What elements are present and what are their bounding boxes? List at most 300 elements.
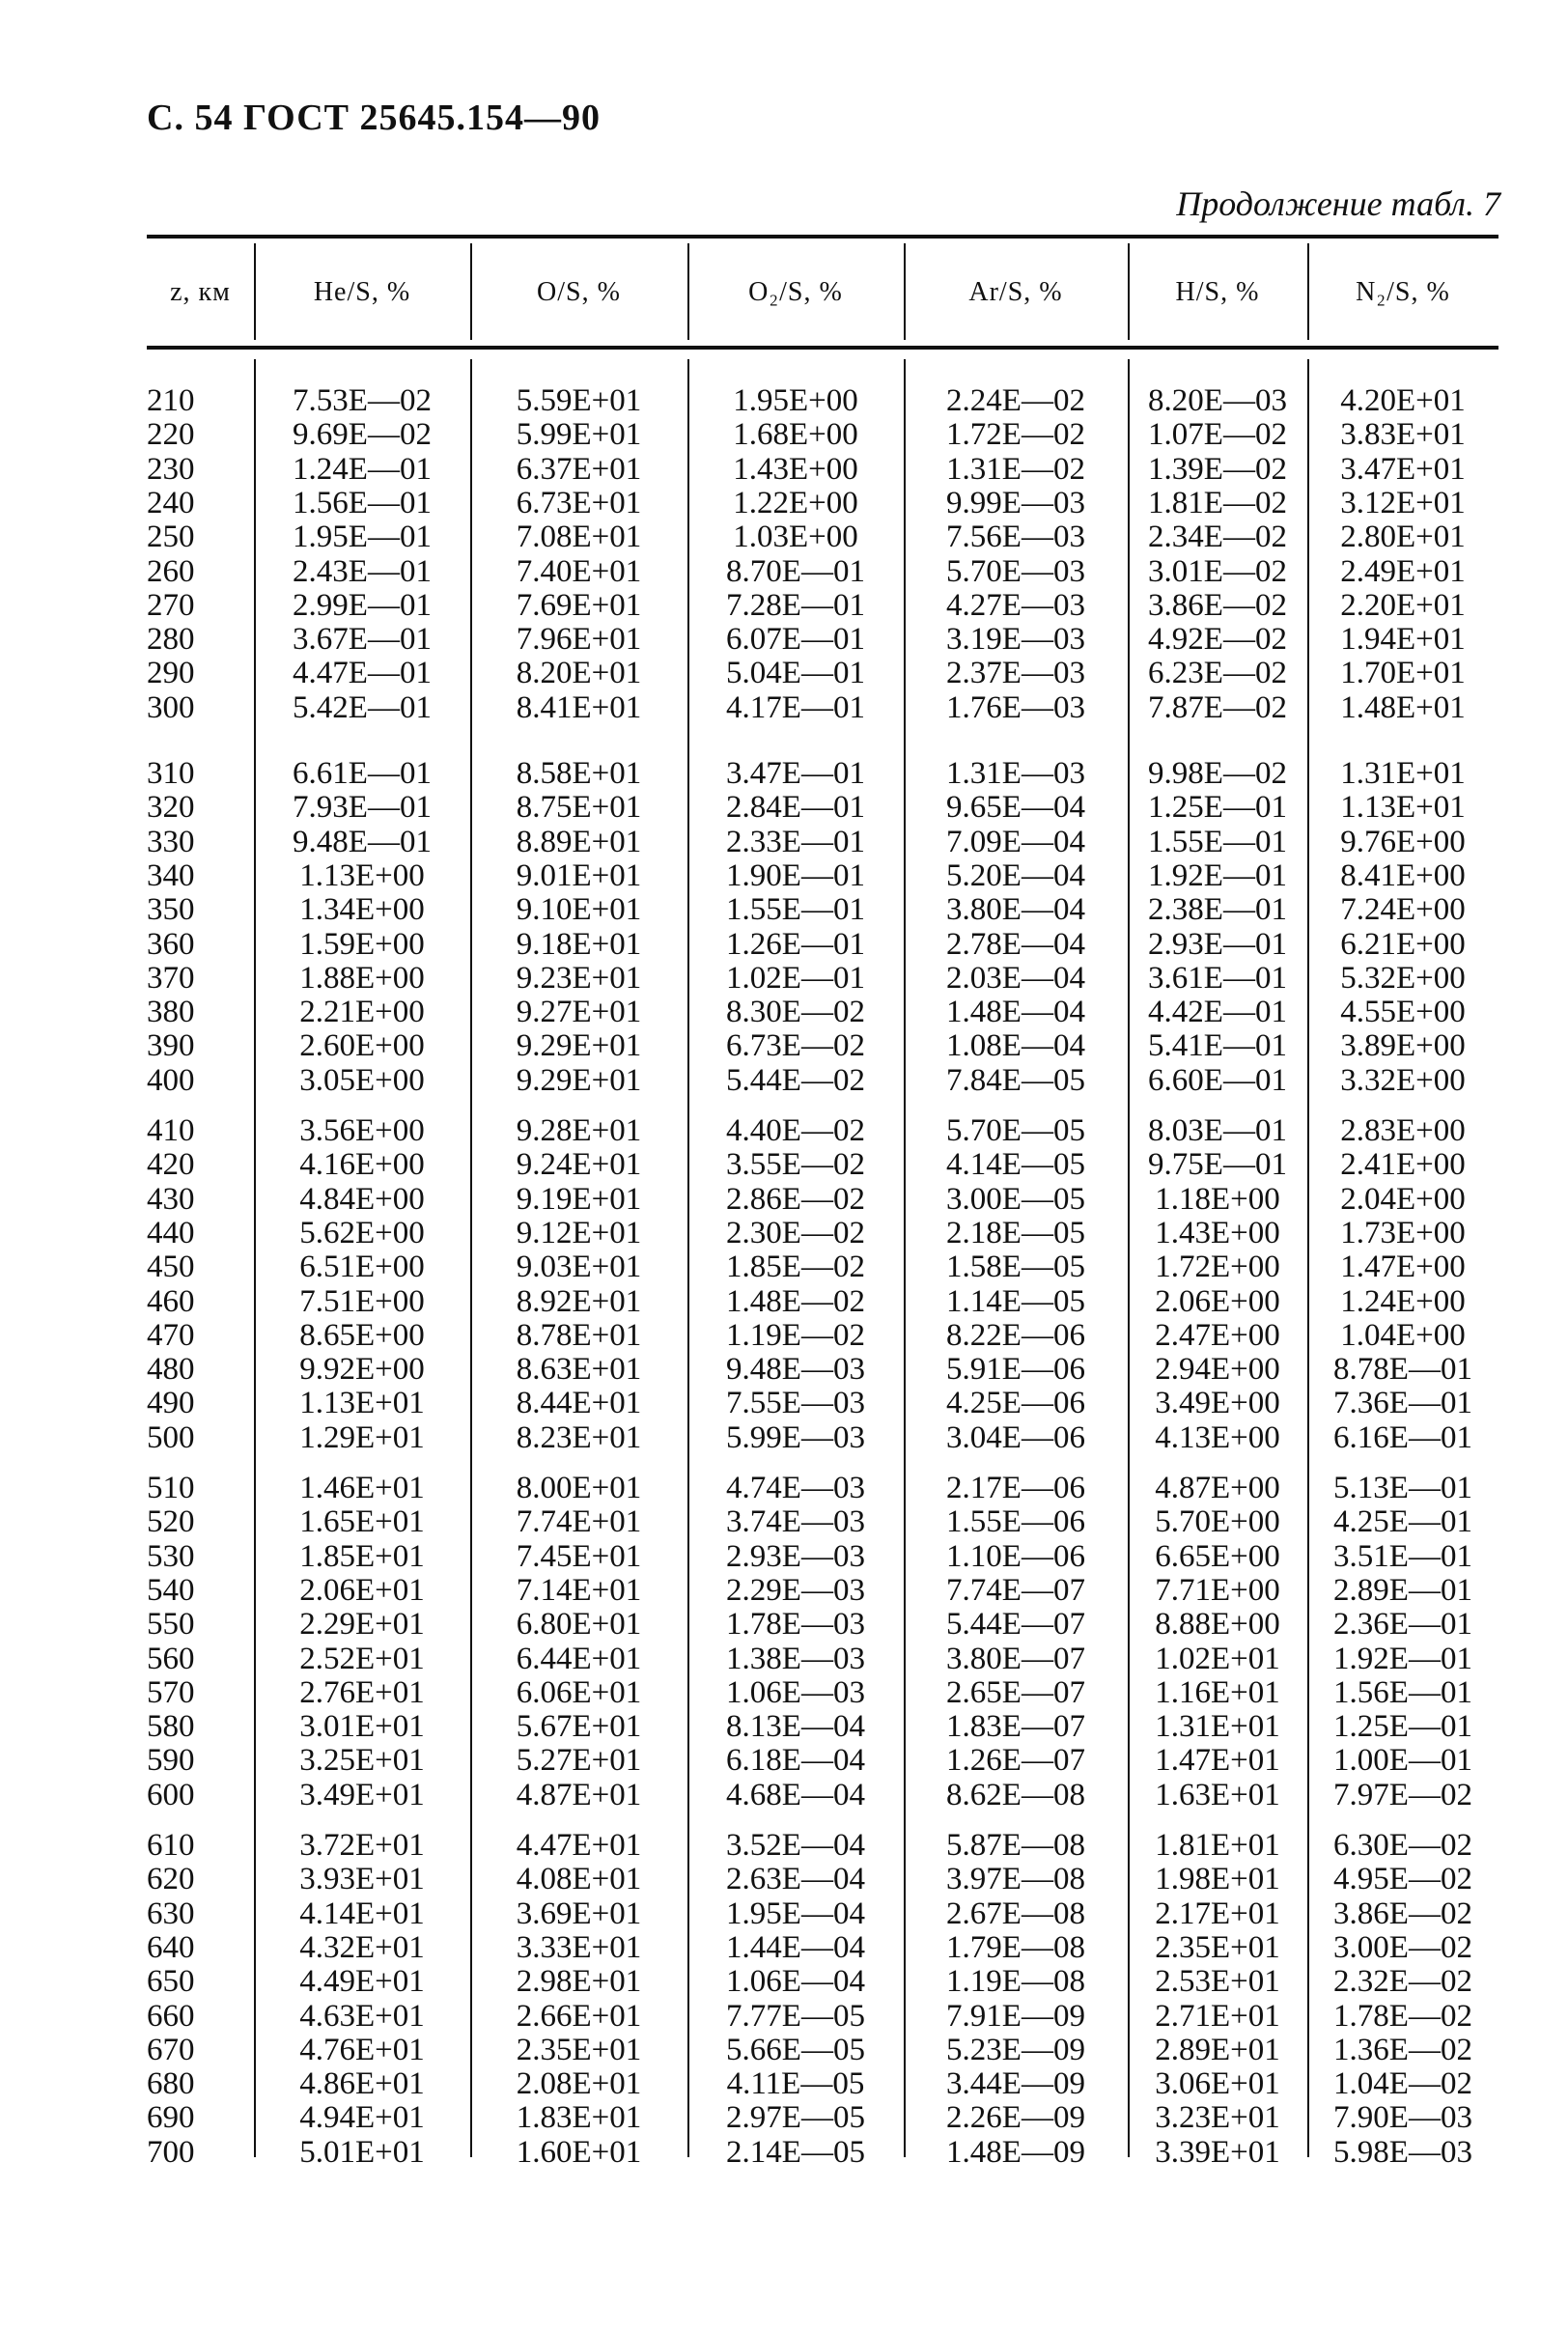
cell-altitude: 470 xyxy=(147,1317,195,1353)
cell-h: 1.92E—01 xyxy=(1148,857,1287,893)
cell-h: 2.35E+01 xyxy=(1155,1929,1280,1965)
cell-ar: 1.76E—03 xyxy=(946,689,1085,725)
cell-he: 8.65E+00 xyxy=(299,1317,425,1353)
table-row xyxy=(0,1675,1568,1710)
cell-altitude: 540 xyxy=(147,1572,195,1608)
cell-o: 8.58E+01 xyxy=(516,756,642,791)
cell-ar: 2.17E—06 xyxy=(946,1471,1085,1505)
table-row xyxy=(0,656,1568,690)
cell-altitude: 510 xyxy=(147,1471,195,1505)
cell-n2: 7.24E+00 xyxy=(1340,892,1466,928)
cell-o: 9.27E+01 xyxy=(516,995,642,1030)
cell-altitude: 260 xyxy=(147,553,195,589)
cell-n2: 3.83E+01 xyxy=(1340,417,1466,453)
cell-he: 4.63E+01 xyxy=(299,1998,425,2034)
table-row xyxy=(0,1471,1568,1505)
cell-h: 8.20E—03 xyxy=(1148,383,1287,418)
cell-o: 8.63E+01 xyxy=(516,1352,642,1388)
cell-o2: 1.03E+00 xyxy=(733,520,858,555)
cell-n2: 1.70E+01 xyxy=(1340,656,1466,691)
cell-o2: 7.55E—03 xyxy=(726,1386,865,1421)
cell-he: 4.49E+01 xyxy=(299,1964,425,2000)
cell-o: 7.74E+01 xyxy=(516,1504,642,1540)
cell-o: 9.29E+01 xyxy=(516,1028,642,1064)
cell-ar: 3.44E—09 xyxy=(946,2066,1085,2102)
cell-o: 7.69E+01 xyxy=(516,587,642,623)
table-row xyxy=(0,790,1568,825)
cell-h: 4.13E+00 xyxy=(1155,1419,1280,1455)
cell-h: 1.47E+01 xyxy=(1155,1743,1280,1779)
cell-n2: 2.89E—01 xyxy=(1333,1572,1472,1608)
cell-o2: 1.38E—03 xyxy=(726,1641,865,1676)
cell-o: 6.44E+01 xyxy=(516,1641,642,1676)
cell-he: 2.21E+00 xyxy=(299,995,425,1030)
cell-altitude: 520 xyxy=(147,1504,195,1540)
cell-o: 2.35E+01 xyxy=(516,2032,642,2067)
cell-h: 4.42E—01 xyxy=(1148,995,1287,1030)
cell-altitude: 250 xyxy=(147,520,195,555)
cell-h: 6.65E+00 xyxy=(1155,1538,1280,1574)
cell-he: 3.05E+00 xyxy=(299,1062,425,1098)
cell-n2: 3.00E—02 xyxy=(1333,1929,1472,1965)
cell-ar: 1.72E—02 xyxy=(946,417,1085,453)
table-row xyxy=(0,1862,1568,1896)
table-row xyxy=(0,1896,1568,1931)
cell-h: 1.98E+01 xyxy=(1155,1862,1280,1897)
cell-altitude: 410 xyxy=(147,1113,195,1148)
cell-h: 1.02E+01 xyxy=(1155,1641,1280,1676)
cell-n2: 2.32E—02 xyxy=(1333,1964,1472,2000)
column-header-o2: O₂/S, % xyxy=(748,276,843,307)
cell-h: 2.34E—02 xyxy=(1148,520,1287,555)
cell-n2: 6.16E—01 xyxy=(1333,1419,1472,1455)
cell-altitude: 310 xyxy=(147,756,195,791)
cell-o2: 5.04E—01 xyxy=(726,656,865,691)
cell-altitude: 430 xyxy=(147,1181,195,1217)
cell-n2: 1.00E—01 xyxy=(1333,1743,1472,1779)
cell-h: 1.63E+01 xyxy=(1155,1777,1280,1812)
cell-he: 9.69E—02 xyxy=(293,417,432,453)
cell-o2: 1.44E—04 xyxy=(726,1929,865,1965)
table-row xyxy=(0,1930,1568,1965)
cell-h: 5.41E—01 xyxy=(1148,1028,1287,1064)
table-row xyxy=(0,1182,1568,1217)
cell-he: 4.47E—01 xyxy=(293,656,432,691)
cell-n2: 1.92E—01 xyxy=(1333,1641,1472,1676)
cell-o: 5.99E+01 xyxy=(516,417,642,453)
cell-altitude: 370 xyxy=(147,960,195,996)
cell-ar: 1.58E—05 xyxy=(946,1250,1085,1285)
column-header-h: H/S, % xyxy=(1175,276,1260,307)
cell-o: 9.29E+01 xyxy=(516,1062,642,1098)
cell-o2: 4.40E—02 xyxy=(726,1113,865,1148)
cell-ar: 7.09E—04 xyxy=(946,824,1085,859)
cell-ar: 5.20E—04 xyxy=(946,857,1085,893)
cell-he: 5.62E+00 xyxy=(299,1215,425,1250)
table-row xyxy=(0,2033,1568,2067)
cell-he: 1.13E+00 xyxy=(299,857,425,893)
cell-n2: 6.21E+00 xyxy=(1340,926,1466,962)
cell-h: 2.53E+01 xyxy=(1155,1964,1280,2000)
cell-o2: 8.30E—02 xyxy=(726,995,865,1030)
cell-n2: 5.32E+00 xyxy=(1340,960,1466,996)
cell-o2: 1.06E—04 xyxy=(726,1964,865,2000)
cell-o: 2.08E+01 xyxy=(516,2066,642,2102)
cell-ar: 1.08E—04 xyxy=(946,1028,1085,1064)
cell-altitude: 420 xyxy=(147,1147,195,1183)
table-row xyxy=(0,1504,1568,1539)
table-row xyxy=(0,1352,1568,1387)
cell-he: 6.51E+00 xyxy=(299,1250,425,1285)
cell-ar: 8.22E—06 xyxy=(946,1317,1085,1353)
cell-he: 1.34E+00 xyxy=(299,892,425,928)
cell-altitude: 530 xyxy=(147,1538,195,1574)
cell-o2: 1.78E—03 xyxy=(726,1607,865,1643)
column-header-ar: Ar/S, % xyxy=(968,276,1063,307)
cell-ar: 5.87E—08 xyxy=(946,1828,1085,1863)
cell-ar: 5.70E—05 xyxy=(946,1113,1085,1148)
cell-h: 3.61E—01 xyxy=(1148,960,1287,996)
table-row xyxy=(0,1318,1568,1353)
cell-o2: 4.11E—05 xyxy=(726,2066,865,2102)
table-row xyxy=(0,383,1568,418)
cell-he: 1.46E+01 xyxy=(299,1471,425,1505)
cell-he: 9.48E—01 xyxy=(293,824,432,859)
table-continuation-label: Продолжение табл. 7 xyxy=(1176,184,1500,223)
cell-he: 3.25E+01 xyxy=(299,1743,425,1779)
cell-o: 4.47E+01 xyxy=(516,1828,642,1863)
header-column-divider xyxy=(904,243,906,340)
cell-o2: 6.73E—02 xyxy=(726,1028,865,1064)
cell-n2: 7.36E—01 xyxy=(1333,1386,1472,1421)
cell-h: 2.38E—01 xyxy=(1148,892,1287,928)
table-row xyxy=(0,995,1568,1029)
cell-h: 1.31E+01 xyxy=(1155,1709,1280,1745)
cell-o: 9.12E+01 xyxy=(516,1215,642,1250)
column-header-n2: N₂/S, % xyxy=(1356,276,1450,307)
cell-n2: 7.90E—03 xyxy=(1333,2100,1472,2136)
cell-he: 2.29E+01 xyxy=(299,1607,425,1643)
cell-n2: 1.36E—02 xyxy=(1333,2032,1472,2067)
cell-o2: 4.74E—03 xyxy=(726,1471,865,1505)
cell-n2: 1.48E+01 xyxy=(1340,689,1466,725)
cell-altitude: 380 xyxy=(147,995,195,1030)
cell-ar: 1.79E—08 xyxy=(946,1929,1085,1965)
cell-altitude: 650 xyxy=(147,1964,195,2000)
cell-ar: 2.18E—05 xyxy=(946,1215,1085,1250)
cell-n2: 1.94E+01 xyxy=(1340,622,1466,658)
cell-ar: 1.48E—04 xyxy=(946,995,1085,1030)
cell-n2: 1.24E+00 xyxy=(1340,1283,1466,1319)
cell-altitude: 570 xyxy=(147,1674,195,1710)
cell-o2: 5.99E—03 xyxy=(726,1419,865,1455)
cell-o: 9.01E+01 xyxy=(516,857,642,893)
table-row xyxy=(0,892,1568,927)
cell-he: 1.88E+00 xyxy=(299,960,425,996)
cell-o2: 3.52E—04 xyxy=(726,1828,865,1863)
cell-he: 2.52E+01 xyxy=(299,1641,425,1676)
cell-n2: 1.04E+00 xyxy=(1340,1317,1466,1353)
cell-h: 1.16E+01 xyxy=(1155,1674,1280,1710)
cell-he: 1.29E+01 xyxy=(299,1419,425,1455)
cell-o2: 1.95E+00 xyxy=(733,383,858,418)
cell-h: 3.86E—02 xyxy=(1148,587,1287,623)
cell-o2: 7.77E—05 xyxy=(726,1998,865,2034)
table-row xyxy=(0,1028,1568,1063)
cell-ar: 4.27E—03 xyxy=(946,587,1085,623)
cell-n2: 9.76E+00 xyxy=(1340,824,1466,859)
table-row xyxy=(0,2100,1568,2135)
cell-ar: 5.23E—09 xyxy=(946,2032,1085,2067)
cell-n2: 4.25E—01 xyxy=(1333,1504,1472,1540)
cell-n2: 2.04E+00 xyxy=(1340,1181,1466,1217)
cell-o: 9.18E+01 xyxy=(516,926,642,962)
cell-altitude: 450 xyxy=(147,1250,195,1285)
cell-he: 3.93E+01 xyxy=(299,1862,425,1897)
table-row xyxy=(0,1216,1568,1250)
cell-he: 3.49E+01 xyxy=(299,1777,425,1812)
cell-o: 8.78E+01 xyxy=(516,1317,642,1353)
table-row xyxy=(0,1607,1568,1642)
cell-o: 4.87E+01 xyxy=(516,1777,642,1812)
cell-h: 3.49E+00 xyxy=(1155,1386,1280,1421)
cell-n2: 3.86E—02 xyxy=(1333,1896,1472,1931)
cell-altitude: 330 xyxy=(147,824,195,859)
cell-o: 5.67E+01 xyxy=(516,1709,642,1745)
cell-ar: 2.65E—07 xyxy=(946,1674,1085,1710)
cell-altitude: 320 xyxy=(147,790,195,826)
cell-n2: 3.89E+00 xyxy=(1340,1028,1466,1064)
cell-o2: 2.29E—03 xyxy=(726,1572,865,1608)
cell-h: 2.94E+00 xyxy=(1155,1352,1280,1388)
cell-ar: 5.44E—07 xyxy=(946,1607,1085,1643)
cell-he: 7.53E—02 xyxy=(293,383,432,418)
cell-h: 1.18E+00 xyxy=(1155,1181,1280,1217)
cell-ar: 1.14E—05 xyxy=(946,1283,1085,1319)
cell-ar: 1.31E—03 xyxy=(946,756,1085,791)
header-column-divider xyxy=(1307,243,1309,340)
cell-ar: 3.80E—04 xyxy=(946,892,1085,928)
cell-o2: 1.02E—01 xyxy=(726,960,865,996)
table-row xyxy=(0,417,1568,452)
table-row xyxy=(0,756,1568,791)
cell-n2: 2.49E+01 xyxy=(1340,553,1466,589)
table-row xyxy=(0,1573,1568,1608)
cell-o: 8.92E+01 xyxy=(516,1283,642,1319)
cell-n2: 3.51E—01 xyxy=(1333,1538,1472,1574)
cell-altitude: 560 xyxy=(147,1641,195,1676)
cell-o2: 1.68E+00 xyxy=(733,417,858,453)
cell-h: 4.87E+00 xyxy=(1155,1471,1280,1505)
cell-o: 8.00E+01 xyxy=(516,1471,642,1505)
cell-altitude: 270 xyxy=(147,587,195,623)
table-row xyxy=(0,1386,1568,1420)
cell-ar: 2.03E—04 xyxy=(946,960,1085,996)
cell-altitude: 610 xyxy=(147,1828,195,1863)
cell-o2: 1.55E—01 xyxy=(726,892,865,928)
cell-he: 1.59E+00 xyxy=(299,926,425,962)
cell-n2: 4.95E—02 xyxy=(1333,1862,1472,1897)
cell-altitude: 620 xyxy=(147,1862,195,1897)
cell-o: 7.40E+01 xyxy=(516,553,642,589)
cell-altitude: 340 xyxy=(147,857,195,893)
cell-o: 7.45E+01 xyxy=(516,1538,642,1574)
table-row xyxy=(0,554,1568,589)
cell-o: 5.59E+01 xyxy=(516,383,642,418)
cell-he: 1.95E—01 xyxy=(293,520,432,555)
header-column-divider xyxy=(470,243,472,340)
cell-he: 2.60E+00 xyxy=(299,1028,425,1064)
table-row xyxy=(0,1964,1568,1999)
cell-o2: 1.90E—01 xyxy=(726,857,865,893)
cell-h: 1.25E—01 xyxy=(1148,790,1287,826)
cell-n2: 2.41E+00 xyxy=(1340,1147,1466,1183)
cell-he: 7.93E—01 xyxy=(293,790,432,826)
cell-h: 2.71E+01 xyxy=(1155,1998,1280,2034)
cell-o: 8.44E+01 xyxy=(516,1386,642,1421)
cell-o2: 1.26E—01 xyxy=(726,926,865,962)
cell-n2: 1.04E—02 xyxy=(1333,2066,1472,2102)
cell-altitude: 660 xyxy=(147,1998,195,2034)
cell-ar: 1.19E—08 xyxy=(946,1964,1085,2000)
cell-altitude: 500 xyxy=(147,1419,195,1455)
cell-altitude: 210 xyxy=(147,383,195,418)
cell-he: 4.32E+01 xyxy=(299,1929,425,1965)
table-row xyxy=(0,1778,1568,1812)
cell-o: 6.37E+01 xyxy=(516,451,642,487)
cell-n2: 3.47E+01 xyxy=(1340,451,1466,487)
cell-n2: 5.98E—03 xyxy=(1333,2134,1472,2170)
cell-n2: 7.97E—02 xyxy=(1333,1777,1472,1812)
cell-ar: 3.97E—08 xyxy=(946,1862,1085,1897)
cell-o2: 2.86E—02 xyxy=(726,1181,865,1217)
cell-ar: 4.25E—06 xyxy=(946,1386,1085,1421)
cell-altitude: 230 xyxy=(147,451,195,487)
table-row xyxy=(0,825,1568,859)
cell-o: 9.23E+01 xyxy=(516,960,642,996)
cell-n2: 2.36E—01 xyxy=(1333,1607,1472,1643)
cell-n2: 4.55E+00 xyxy=(1340,995,1466,1030)
cell-h: 1.81E+01 xyxy=(1155,1828,1280,1863)
cell-ar: 7.56E—03 xyxy=(946,520,1085,555)
header-column-divider xyxy=(254,243,256,340)
cell-h: 9.98E—02 xyxy=(1148,756,1287,791)
table-row xyxy=(0,2066,1568,2101)
cell-o2: 3.74E—03 xyxy=(726,1504,865,1540)
header-column-divider xyxy=(1128,243,1130,340)
table-row xyxy=(0,2135,1568,2170)
cell-n2: 2.20E+01 xyxy=(1340,587,1466,623)
cell-n2: 1.13E+01 xyxy=(1340,790,1466,826)
table-row xyxy=(0,452,1568,487)
table-row xyxy=(0,1709,1568,1744)
cell-o: 7.08E+01 xyxy=(516,520,642,555)
cell-o: 6.06E+01 xyxy=(516,1674,642,1710)
cell-altitude: 240 xyxy=(147,485,195,520)
cell-h: 2.93E—01 xyxy=(1148,926,1287,962)
cell-he: 1.56E—01 xyxy=(293,485,432,520)
cell-he: 3.72E+01 xyxy=(299,1828,425,1863)
cell-h: 5.70E+00 xyxy=(1155,1504,1280,1540)
cell-he: 7.51E+00 xyxy=(299,1283,425,1319)
cell-o: 4.08E+01 xyxy=(516,1862,642,1897)
cell-o2: 6.07E—01 xyxy=(726,622,865,658)
cell-o2: 2.84E—01 xyxy=(726,790,865,826)
cell-o: 1.60E+01 xyxy=(516,2134,642,2170)
cell-o2: 1.06E—03 xyxy=(726,1674,865,1710)
cell-o: 5.27E+01 xyxy=(516,1743,642,1779)
cell-ar: 8.62E—08 xyxy=(946,1777,1085,1812)
column-header-he: He/S, % xyxy=(313,276,411,307)
cell-ar: 1.55E—06 xyxy=(946,1504,1085,1540)
cell-altitude: 350 xyxy=(147,892,195,928)
cell-h: 7.87E—02 xyxy=(1148,689,1287,725)
table-row xyxy=(0,690,1568,725)
cell-altitude: 630 xyxy=(147,1896,195,1931)
cell-ar: 4.14E—05 xyxy=(946,1147,1085,1183)
cell-ar: 2.67E—08 xyxy=(946,1896,1085,1931)
cell-o: 1.83E+01 xyxy=(516,2100,642,2136)
column-header-altitude: z, км xyxy=(170,276,231,307)
cell-o: 7.96E+01 xyxy=(516,622,642,658)
cell-h: 2.89E+01 xyxy=(1155,2032,1280,2067)
cell-he: 2.99E—01 xyxy=(293,587,432,623)
cell-ar: 9.65E—04 xyxy=(946,790,1085,826)
cell-h: 3.01E—02 xyxy=(1148,553,1287,589)
cell-n2: 3.12E+01 xyxy=(1340,485,1466,520)
cell-he: 6.61E—01 xyxy=(293,756,432,791)
cell-h: 3.39E+01 xyxy=(1155,2134,1280,2170)
cell-o2: 5.66E—05 xyxy=(726,2032,865,2067)
cell-he: 4.76E+01 xyxy=(299,2032,425,2067)
cell-ar: 2.26E—09 xyxy=(946,2100,1085,2136)
cell-he: 3.67E—01 xyxy=(293,622,432,658)
cell-o: 6.73E+01 xyxy=(516,485,642,520)
cell-o2: 8.13E—04 xyxy=(726,1709,865,1745)
cell-ar: 3.00E—05 xyxy=(946,1181,1085,1217)
cell-ar: 3.04E—06 xyxy=(946,1419,1085,1455)
cell-o2: 1.19E—02 xyxy=(726,1317,865,1353)
cell-altitude: 440 xyxy=(147,1215,195,1250)
cell-h: 2.47E+00 xyxy=(1155,1317,1280,1353)
cell-o: 3.33E+01 xyxy=(516,1929,642,1965)
cell-he: 4.16E+00 xyxy=(299,1147,425,1183)
cell-ar: 3.19E—03 xyxy=(946,622,1085,658)
cell-o2: 4.17E—01 xyxy=(726,689,865,725)
cell-o: 8.89E+01 xyxy=(516,824,642,859)
cell-o2: 1.22E+00 xyxy=(733,485,858,520)
table-row xyxy=(0,1250,1568,1284)
cell-he: 1.24E—01 xyxy=(293,451,432,487)
cell-o: 9.03E+01 xyxy=(516,1250,642,1285)
cell-he: 1.85E+01 xyxy=(299,1538,425,1574)
cell-h: 2.06E+00 xyxy=(1155,1283,1280,1319)
cell-he: 3.56E+00 xyxy=(299,1113,425,1148)
cell-o: 2.98E+01 xyxy=(516,1964,642,2000)
table-row xyxy=(0,1420,1568,1455)
cell-o2: 8.70E—01 xyxy=(726,553,865,589)
cell-n2: 3.32E+00 xyxy=(1340,1062,1466,1098)
cell-ar: 2.78E—04 xyxy=(946,926,1085,962)
table-row xyxy=(0,1828,1568,1863)
cell-h: 3.23E+01 xyxy=(1155,2100,1280,2136)
table-row xyxy=(0,1147,1568,1182)
cell-ar: 7.74E—07 xyxy=(946,1572,1085,1608)
cell-o2: 1.43E+00 xyxy=(733,451,858,487)
cell-o: 9.10E+01 xyxy=(516,892,642,928)
cell-altitude: 600 xyxy=(147,1777,195,1812)
cell-n2: 8.41E+00 xyxy=(1340,857,1466,893)
